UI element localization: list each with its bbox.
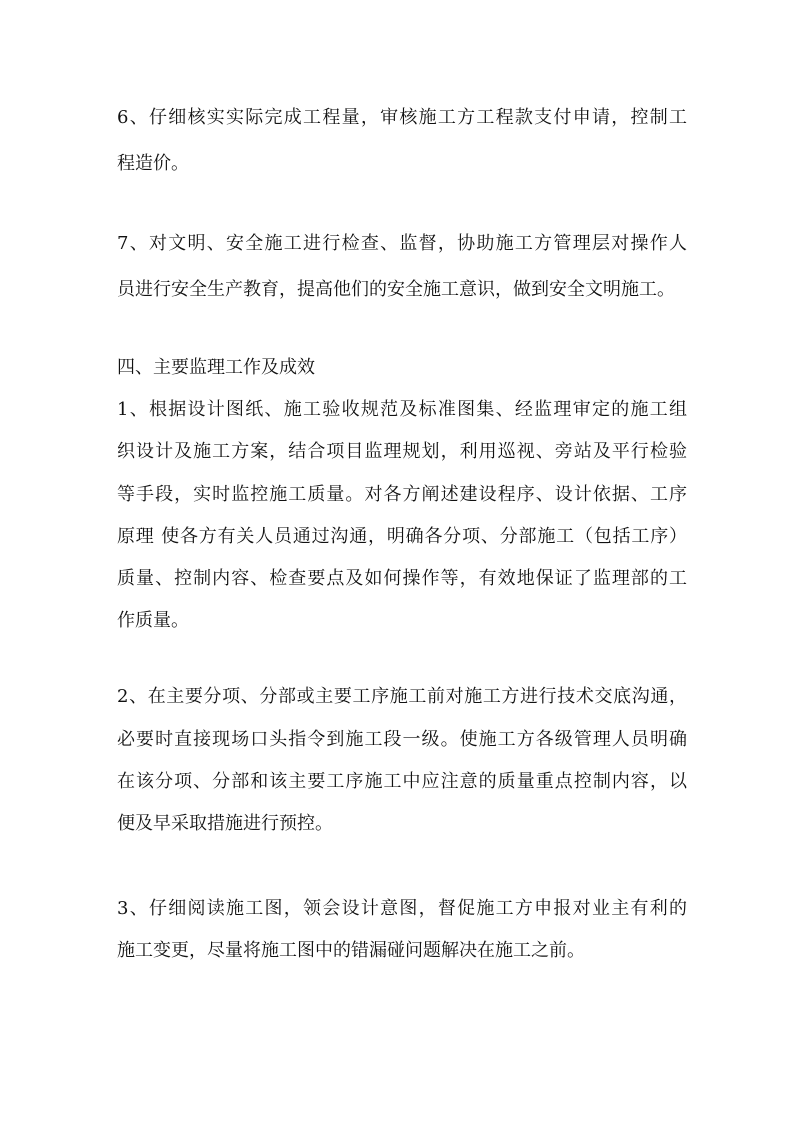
item7-line-1: 7、对文明、安全施工进行检查、监督，协助施工方管理层对操作人 [117, 233, 687, 254]
s4-item2-line-3: 在该分项、分部和该主要工序施工中应注意的质量重点控制内容，以 [117, 771, 687, 792]
s4-item2-line-1: 2、在主要分项、分部或主要工序施工前对施工方进行技术交底沟通， [117, 686, 687, 707]
s4-item3-line-1: 3、仔细阅读施工图，领会设计意图，督促施工方申报对业主有利的 [117, 898, 687, 919]
s4-item1-line-6: 作质量。 [117, 610, 189, 631]
item6-line-2: 程造价。 [117, 153, 189, 174]
s4-item2-line-4: 便及早采取措施进行预控。 [117, 813, 333, 834]
section4-heading: 四、主要监理工作及成效 [117, 357, 315, 378]
s4-item1-line-1: 1、根据设计图纸、施工验收规范及标准图集、经监理审定的施工组 [117, 399, 687, 420]
s4-item1-line-3: 等手段，实时监控施工质量。对各方阐述建设程序、设计依据、工序 [117, 484, 687, 505]
s4-item2-line-2: 必要时直接现场口头指令到施工段一级。使施工方各级管理人员明确 [117, 729, 687, 750]
s4-item3-line-2: 施工变更，尽量将施工图中的错漏碰问题解决在施工之前。 [117, 940, 585, 961]
item6-line-1: 6、仔细核实实际完成工程量，审核施工方工程款支付申请，控制工 [117, 107, 687, 128]
s4-item1-line-5: 质量、控制内容、检查要点及如何操作等，有效地保证了监理部的工 [117, 568, 687, 589]
s4-item1-line-2: 织设计及施工方案，结合项目监理规划，利用巡视、旁站及平行检验 [117, 441, 687, 462]
s4-item1-line-4: 原理 使各方有关人员通过沟通，明确各分项、分部施工（包括工序） [117, 526, 687, 547]
item7-line-2: 员进行安全生产教育，提高他们的安全施工意识，做到安全文明施工。 [117, 279, 675, 300]
